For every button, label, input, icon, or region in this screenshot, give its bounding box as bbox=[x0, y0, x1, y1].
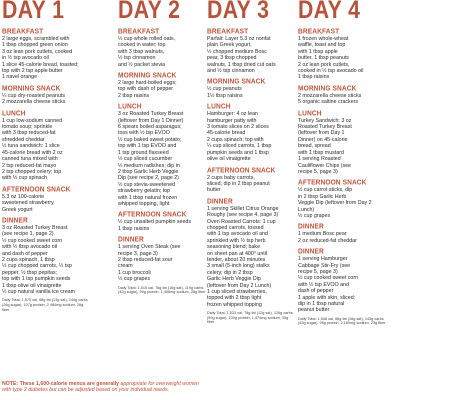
meal-item: 1 cup sliced strawberries, bbox=[207, 289, 267, 295]
meal-item: Lunch) bbox=[298, 206, 315, 213]
meal-section-title: MORNING SNACK bbox=[298, 84, 357, 93]
meal-section bbox=[207, 28, 295, 74]
meal-section bbox=[2, 85, 90, 106]
meal-item: 2 mozzarella cheese sticks bbox=[298, 92, 362, 99]
meal-item: topped with 2 tbsp light bbox=[207, 295, 262, 302]
meal-section bbox=[118, 236, 206, 282]
meal-section-title: BREAKFAST bbox=[2, 28, 44, 36]
daily-nutrition-total: Daily Total: 1,548 cal, 66g fat (16g sat), 143g carbs (43g sugar), 99g protein, 2,180mg sodium, 23g fiber bbox=[298, 316, 386, 326]
meal-item: on sheet pan at 400° until bbox=[207, 250, 268, 257]
day-column-1 bbox=[2, 0, 90, 400]
meal-item: 1 cup broccoli bbox=[118, 269, 151, 276]
meal-item: 3 oz Roasted Turkey Breast bbox=[118, 111, 184, 118]
meal-item: cooked in ½ tsp avocado oil bbox=[298, 68, 364, 75]
meal-item: in ½ tsp avocado oil bbox=[2, 55, 49, 62]
meal-item: ½ cup unsalted pumpkin seeds bbox=[118, 219, 192, 226]
meal-item: recipe 3, page 3) bbox=[118, 250, 158, 257]
meal-item: sliced; dip in 2 tbsp peanut bbox=[207, 180, 270, 187]
meal-item: 5.3 oz 100-calorie bbox=[2, 193, 45, 200]
meal-item: ½ cup chopped carrots, ½ tsp bbox=[2, 263, 72, 270]
meal-item: Oven Roasted Carrots: 1 cup bbox=[207, 218, 276, 225]
meal-item: ½ tsp cinnamon bbox=[118, 55, 156, 62]
meal-item: 2 cups baby carrots, bbox=[207, 174, 255, 181]
meal-section bbox=[2, 217, 90, 295]
meal-item: and ½ packet stevia bbox=[118, 61, 166, 68]
day-column-4 bbox=[298, 0, 386, 400]
meal-item: Roasted Turkey Breast bbox=[298, 124, 352, 131]
daily-nutrition-total: Daily Total: 1,533 cal, 78g fat (12g sat), 126g carbs (59g sugar), 100g protein, 1,474mg sodium, 35g fiber bbox=[207, 311, 293, 325]
meal-item: dash of pepper bbox=[298, 288, 334, 295]
meal-item: 1½ tbsp raisins bbox=[207, 92, 243, 99]
meal-item: 3 oz Roasted Turkey Breast bbox=[2, 224, 68, 231]
meal-item: 2 tsp chopped celery; top bbox=[2, 168, 62, 175]
meal-section bbox=[298, 28, 386, 81]
day-heading: DAY 1 bbox=[2, 0, 65, 24]
meal-section-title: BREAKFAST bbox=[118, 28, 160, 36]
meal-item: olive oil vinaigrette bbox=[207, 156, 251, 163]
meal-item: with 1 tsp avocado oil and bbox=[207, 231, 268, 238]
meal-item: shredded cheddar bbox=[2, 136, 45, 143]
meal-item: ½ cup natural vanilla ice cream bbox=[2, 289, 76, 295]
meal-item: top with 2 tsp apple butter bbox=[2, 68, 63, 75]
meal-item: 2 cups spinach, 1 tbsp bbox=[2, 256, 55, 263]
meal-section bbox=[2, 110, 90, 182]
meal-item: 1 serving Roasted bbox=[298, 156, 341, 163]
meal-item: recipe 5, page 3) bbox=[298, 268, 338, 275]
meal-item: 1 tbsp raisins bbox=[298, 74, 330, 81]
meal-item: with 1 tbsp natural frozen bbox=[118, 194, 178, 201]
meal-item: whipped topping, light bbox=[118, 200, 170, 207]
meal-item: cream bbox=[118, 263, 133, 270]
meal-item: 1 serving Skillet Citrus Orange bbox=[207, 205, 279, 212]
meal-item: peanut butter bbox=[298, 307, 330, 314]
meal-section-title: AFTERNOON SNACK bbox=[118, 211, 187, 220]
meal-item: strawberry gelatin; top bbox=[118, 188, 171, 195]
meal-item: 1 tbsp olive oil vinaigrette bbox=[2, 282, 62, 289]
meal-item: pumpkin seeds and 1 tbsp bbox=[207, 149, 269, 156]
meal-item: 1 tbsp raisins bbox=[118, 225, 150, 232]
meal-item: tender, about 20 minutes bbox=[207, 256, 266, 263]
meal-section bbox=[207, 198, 295, 309]
meal-section-title: BREAKFAST bbox=[298, 28, 340, 36]
meal-section-title: AFTERNOON SNACK bbox=[2, 185, 71, 194]
meal-item: hamburger patty with bbox=[207, 117, 257, 124]
meal-item: dip in 1 tbsp natural bbox=[298, 301, 345, 307]
meal-item: 1 tsp ground flaxseed bbox=[118, 149, 169, 156]
meal-item: 45-calorie bread with 2 oz bbox=[2, 149, 63, 156]
meal-item: (leftover from Day 1 Dinner) bbox=[118, 117, 184, 124]
meal-item: in 2 tbsp Garlic Herb bbox=[298, 193, 347, 200]
meal-item: with 1 tbsp mustard bbox=[298, 149, 344, 156]
meal-item: with ½ tbsp avocado oil bbox=[2, 244, 58, 251]
day-column-3 bbox=[207, 0, 295, 400]
meal-section-title: MORNING SNACK bbox=[2, 84, 61, 93]
day-heading: DAY 3 bbox=[207, 0, 270, 24]
meal-item: Parfait: Layer 5.3 oz nonfat bbox=[207, 36, 271, 42]
meal-item: ½ medium radishes; dip in bbox=[118, 162, 180, 169]
meal-item: 3 tomato slices on 2 slices bbox=[207, 124, 269, 131]
meal-item: (leftover from Day 1 bbox=[298, 130, 345, 137]
meal-item: 3 small (5-inch long) stalks bbox=[207, 263, 270, 270]
meal-item: Hamburger: 4 oz lean bbox=[207, 111, 258, 118]
meal-item: top with dash of pepper bbox=[118, 86, 174, 93]
meal-item: sweetened strawberry bbox=[2, 200, 54, 207]
meal-item: ¼ cup dry-roasted peanuts bbox=[2, 92, 66, 99]
meal-item: 1 serving Oven Steak (see bbox=[118, 244, 181, 251]
meal-section-title: MORNING SNACK bbox=[118, 72, 177, 80]
day-column-2 bbox=[118, 0, 206, 400]
meal-section bbox=[298, 223, 386, 244]
meal-section-title: DINNER bbox=[118, 236, 144, 244]
meal-item: top with 1 tsp EVOO and bbox=[118, 143, 177, 150]
meal-section bbox=[2, 28, 90, 81]
meal-item: Cauliflower Chips (see bbox=[298, 162, 351, 169]
meal-section bbox=[298, 85, 386, 106]
meal-section-title: AFTERNOON SNACK bbox=[298, 179, 367, 188]
meal-item: recipe 5, page 3) bbox=[298, 168, 338, 175]
meal-item: sprinkled with ½ tsp herb bbox=[207, 237, 266, 244]
meal-item: 2 large eggs, scrambled with bbox=[2, 36, 70, 42]
meal-item: waffle, toast and top bbox=[298, 42, 346, 49]
day-heading: DAY 4 bbox=[298, 0, 361, 24]
meal-item: cooked in water; top bbox=[118, 42, 166, 49]
meal-item: 1 frozen whole-wheat bbox=[298, 36, 349, 42]
day-heading: DAY 2 bbox=[118, 0, 181, 24]
meal-section-title: BREAKFAST bbox=[207, 28, 249, 36]
meal-section-title: LUNCH bbox=[207, 103, 231, 111]
meal-item: Garlic Herb Veggie Dip bbox=[207, 276, 261, 283]
meal-item: with 3 tbsp walnuts, bbox=[118, 48, 165, 55]
meal-item: Dip (see recipe 2, page 2) bbox=[118, 175, 179, 182]
meal-item: ½ cup whole rolled oats, bbox=[118, 36, 176, 42]
daily-nutrition-total: Daily Total: 1,515 cal, 76g fat (16g sat), 119g carbs (42g sugar), 99g protein, 1,456mg sodium, 28g fiber bbox=[118, 285, 206, 295]
meal-section-title: LUNCH bbox=[118, 103, 142, 111]
meal-item: 6 spears boiled asparagus; bbox=[118, 124, 182, 131]
meal-item: 1 serving Hamburger bbox=[298, 256, 348, 263]
meal-item: Roughy (see recipe 4, page 3) bbox=[207, 212, 279, 219]
meal-item: ½ cup baked sweet potato; bbox=[118, 136, 182, 143]
meal-item: 1 medium Bosc pear bbox=[298, 231, 347, 238]
meal-section bbox=[298, 110, 386, 176]
footnote bbox=[2, 381, 207, 393]
meal-item: ½ cup grapes bbox=[118, 276, 151, 283]
meal-item: with 1 tbsp apple bbox=[298, 48, 338, 55]
meal-item: ½ cup sliced cucumber bbox=[118, 156, 173, 163]
meal-section bbox=[118, 211, 206, 232]
meal-item: 1 tbsp chopped green onion bbox=[2, 42, 68, 49]
meal-item: 2 tbsp reduced-fat sour bbox=[118, 256, 173, 263]
meal-item: ½ cup cooked sweet corn bbox=[298, 275, 359, 282]
meal-item: Greek yogurt bbox=[2, 206, 33, 213]
meal-item: celery; dip in 2 tbsp bbox=[207, 269, 253, 276]
meal-item: ¼ cup sliced carrots, 1 tbsp bbox=[207, 143, 272, 150]
meal-item: (see recipe 1, page 2) bbox=[2, 231, 54, 238]
meal-section-title: DINNER bbox=[298, 248, 324, 256]
meal-item: ½ cup carrot sticks, dip bbox=[298, 187, 353, 194]
daily-nutrition-total: Daily Total: 1,575 cal, 68g fat (13g sat), 144g carbs (26g sugar), 107g protein, 2,480mg sodium, 26g fiber bbox=[2, 298, 88, 312]
meal-item: (leftover from Day 2 Lunch) bbox=[207, 282, 272, 289]
meal-item: ½ cup grapes bbox=[298, 212, 331, 219]
meal-item: 3 oz lean pork cutlets, cooked bbox=[2, 48, 73, 55]
meal-item: 1 slice 45-calorie bread, toasted; bbox=[2, 61, 79, 68]
meal-section bbox=[298, 179, 386, 219]
meal-item: butter, 1 tbsp peanuts bbox=[298, 55, 349, 62]
meal-item: frozen whipped topping bbox=[207, 301, 262, 308]
meal-item: 1 cup low-sodium canned bbox=[2, 117, 63, 124]
meal-item: bread, spread bbox=[298, 143, 331, 150]
meal-item: Dinner) on 45-calorie bbox=[298, 136, 348, 143]
meal-item: butter bbox=[207, 187, 221, 194]
meal-item: 2 oz lean pork cutlets, bbox=[298, 61, 350, 68]
meal-item: with 3 tbsp reduced-fat bbox=[2, 130, 56, 137]
footnote-lead: NOTE: These 1,600-calorie menus are generally bbox=[2, 381, 120, 387]
meal-item: 2 cups spinach; top with bbox=[207, 136, 264, 143]
meal-item: 2 mozzarella cheese sticks bbox=[2, 99, 66, 106]
meal-item: with ½ cup spinach bbox=[2, 175, 48, 182]
meal-item: 1 apple with skin, sliced; bbox=[298, 294, 356, 301]
meal-item: 5 organic saltine crackers bbox=[298, 99, 359, 106]
footnote-body: appropriate for overweight women with type 2 diabetes but can be adjusted based on your individual needs. bbox=[2, 381, 199, 394]
meal-item: ½ cup peanuts bbox=[207, 86, 242, 93]
meal-section bbox=[118, 72, 206, 99]
meal-section-title: MORNING SNACK bbox=[207, 78, 266, 87]
meal-item: pepper, ½ tbsp pepitas; bbox=[2, 269, 58, 276]
meal-item: ½ chopped medium Bosc bbox=[207, 48, 267, 55]
meal-section-title: AFTERNOON SNACK bbox=[207, 166, 276, 175]
meal-item: ½ tuna sandwich: 1 slice bbox=[2, 143, 60, 150]
meal-item: pear, 3 tbsp chopped bbox=[207, 55, 257, 62]
meal-item: and dash of pepper bbox=[2, 250, 48, 257]
meal-section-title: LUNCH bbox=[2, 109, 26, 118]
meal-item: and ½ tsp cinnamon bbox=[207, 68, 255, 75]
meal-item: 1 navel orange bbox=[2, 74, 38, 81]
meal-item: toss with ½ tsp EVOO bbox=[118, 130, 170, 137]
meal-section bbox=[298, 248, 386, 314]
meal-item: ½ cup cooked sweet corn bbox=[2, 237, 63, 244]
meal-section bbox=[118, 28, 206, 68]
meal-item: plain Greek yogurt, bbox=[207, 42, 252, 49]
meal-item: 2 tbsp Garlic Herb Veggie bbox=[118, 168, 179, 175]
meal-item: ½ cup stevia-sweetened bbox=[118, 181, 176, 188]
meal-item: tomato soup; sprinkle bbox=[2, 124, 53, 131]
meal-item: 2 tbsp raisins bbox=[118, 92, 150, 99]
meal-item: walnuts, 1 tbsp dried cut oats bbox=[207, 61, 276, 68]
meal-section bbox=[207, 103, 295, 162]
meal-item: 45-calorie bread bbox=[207, 130, 246, 137]
meal-item: 2 oz reduced-fat cheddar bbox=[298, 237, 357, 244]
meal-item: Turkey Sandwich: 3 oz bbox=[298, 117, 352, 124]
meal-item: with ½ tsp EVOO and bbox=[298, 281, 349, 288]
meal-item: Veggie Dip (leftover from Day 2 bbox=[298, 200, 372, 207]
meal-section-title: LUNCH bbox=[298, 109, 322, 118]
meal-item: 2 tsp reduced-fat mayo bbox=[2, 162, 57, 169]
meal-item: 2 large hard-boiled eggs; bbox=[118, 80, 177, 87]
meal-item: chopped carrots, tossed bbox=[207, 224, 264, 231]
meal-item: canned tuna mixed with bbox=[2, 156, 58, 163]
meal-item: Cabbage Stir-Fry (see bbox=[298, 262, 351, 269]
meal-section-title: DINNER bbox=[2, 216, 28, 225]
meal-section bbox=[118, 103, 206, 207]
meal-section-title: DINNER bbox=[298, 223, 324, 232]
meal-item: top with 1 tsp pumpkin seeds bbox=[2, 276, 71, 283]
meal-section bbox=[2, 186, 90, 213]
meal-section bbox=[207, 78, 295, 99]
meal-item: seasoning blend; bake bbox=[207, 244, 261, 251]
meal-section-title: DINNER bbox=[207, 197, 233, 206]
meal-section bbox=[207, 167, 295, 194]
